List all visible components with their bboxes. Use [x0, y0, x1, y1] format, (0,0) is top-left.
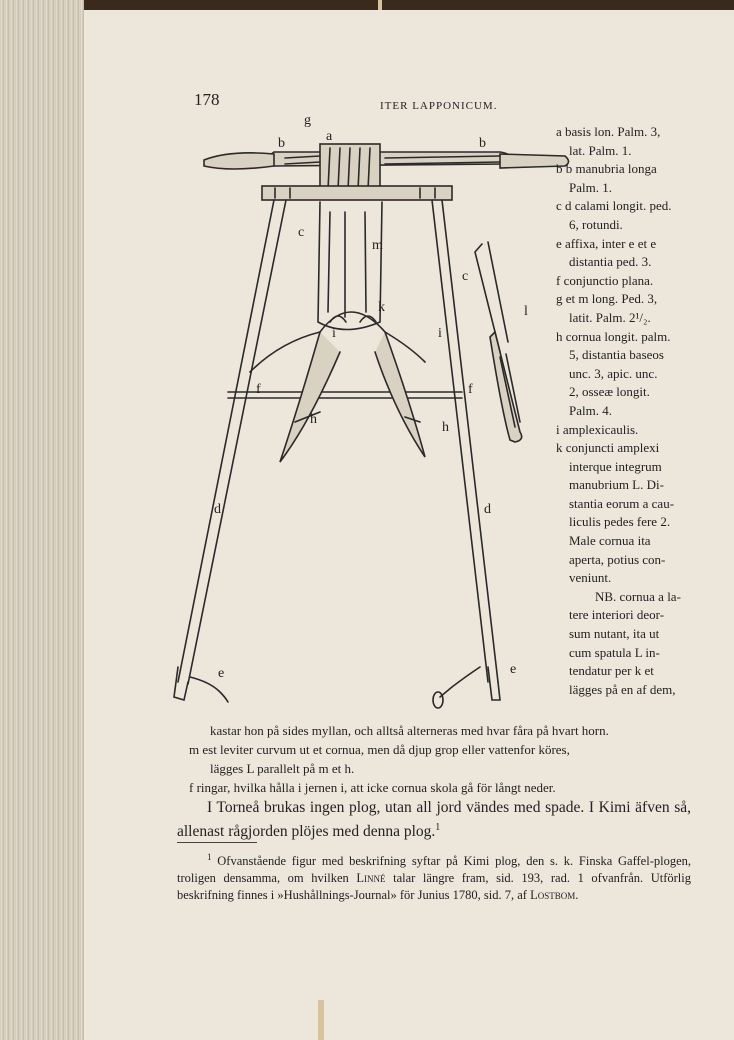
legend-line: Male cornua ita — [569, 533, 651, 549]
footnote-ref: 1 — [435, 822, 441, 833]
legend-line: unc. 3, apic. unc. — [569, 365, 658, 381]
legend-line: e affixa, inter e et e — [556, 235, 657, 251]
footnote-rule — [177, 842, 257, 843]
legend-line: sum nutant, ita ut — [569, 626, 660, 642]
legend-line: liculis pedes fere 2. — [569, 514, 671, 530]
label-i-left: i — [332, 326, 336, 341]
legend-line: h cornua longit. palm. — [556, 328, 671, 344]
label-f-right: f — [468, 382, 473, 397]
legend-line: c d calami longit. ped. — [556, 198, 672, 214]
label-e-left: e — [218, 666, 225, 681]
caption-line: m est leviter curvum ut et cornua, men då djup grop eller vattenfor köres, — [189, 742, 570, 757]
label-c-left: c — [298, 225, 305, 240]
legend-line: latit. Palm. 2¹/₂. — [569, 309, 651, 325]
label-h-right: h — [442, 420, 449, 435]
legend-line: interque integrum — [569, 458, 662, 474]
label-e-right: e — [510, 662, 517, 677]
book-page — [84, 10, 734, 1040]
legend-line: veniunt. — [569, 570, 612, 586]
bookmark-bottom — [318, 1000, 324, 1040]
body-paragraph — [177, 798, 691, 842]
legend-line: lägges på en af dem, — [569, 681, 676, 697]
legend-line: 6, rotundi. — [569, 216, 623, 232]
label-b-right: b — [479, 136, 486, 151]
label-d-left: d — [214, 502, 221, 517]
label-m: m — [372, 238, 383, 253]
legend-line: i amplexicaulis. — [556, 421, 639, 437]
caption-line: f ringar, hvilka hålla i jernen i, att icke cornua skola gå för långt neder. — [189, 780, 556, 795]
legend-line: stantia eorum a cau- — [569, 495, 675, 511]
legend-line: tendatur per k et — [569, 663, 654, 679]
caption-line: kastar hon på sides myllan, och alltså alterneras med hvar fåra på hvart horn. — [210, 723, 609, 738]
label-f-left: f — [256, 382, 261, 397]
footnote — [177, 849, 691, 904]
footnote-text: Ofvanstående figur med beskrifning syftar på Kimi plog, den s. k. Finska Gaffel-plogen, troligen densamma, om hvilken — [177, 854, 692, 886]
legend-line: f conjunctio plana. — [556, 272, 654, 288]
legend-line: aperta, potius con- — [569, 551, 666, 567]
legend-line: tere interiori deor- — [569, 607, 665, 623]
footnote-name-lostbom: Lostbom — [530, 888, 576, 903]
legend-line: 5, distantia baseos — [569, 347, 664, 363]
legend-line: a basis lon. Palm. 3, — [556, 124, 661, 139]
paragraph-text: I Torneå brukas ingen plog, utan all jord vändes med spade. I Kimi äfven så, allenast rågjorden plöjes med denna plog. — [177, 799, 691, 841]
page-stack-edge — [0, 0, 84, 1040]
caption-line: lägges L parallelt på m et h. — [210, 761, 355, 776]
legend-line: k conjuncti amplexi — [556, 440, 660, 456]
legend-line: b b manubria longa — [556, 161, 657, 177]
label-b-left: b — [278, 136, 285, 151]
figure-legend — [556, 123, 693, 699]
label-a: a — [326, 129, 333, 144]
page-number: 178 — [194, 90, 220, 109]
footnote-name-linne: Linné — [356, 871, 386, 886]
legend-line: Palm. 4. — [569, 402, 612, 418]
footnote-marker: 1 — [207, 852, 212, 862]
legend-line: Palm. 1. — [569, 179, 612, 195]
legend-line: lat. Palm. 1. — [569, 142, 632, 158]
legend-line: 2, osseæ longit. — [569, 384, 650, 400]
plough-illustration — [170, 122, 570, 722]
label-d-right: d — [484, 502, 491, 517]
figure-caption — [189, 721, 690, 797]
footnote-end: . — [575, 888, 579, 903]
label-k: k — [378, 300, 385, 315]
legend-line: g et m long. Ped. 3, — [556, 291, 658, 307]
label-l: l — [524, 304, 528, 319]
running-title: ITER LAPPONICUM. — [380, 100, 498, 112]
legend-line: manubrium L. Di- — [569, 477, 664, 493]
legend-line: cum spatula L in- — [569, 644, 660, 660]
label-c-right: c — [462, 269, 469, 284]
legend-line: distantia ped. 3. — [569, 254, 652, 270]
label-g: g — [304, 113, 311, 128]
legend-line: NB. cornua a la- — [595, 588, 681, 604]
footnote-text-2: talar längre fram, sid. 193, rad. 1 ofvanfrån. Utförlig beskrifning finnes i »Hushållnings-Journal» för Junius 1780, sid. 7, af — [177, 871, 692, 903]
label-i-right: i — [438, 326, 442, 341]
label-h-left: h — [310, 412, 317, 427]
